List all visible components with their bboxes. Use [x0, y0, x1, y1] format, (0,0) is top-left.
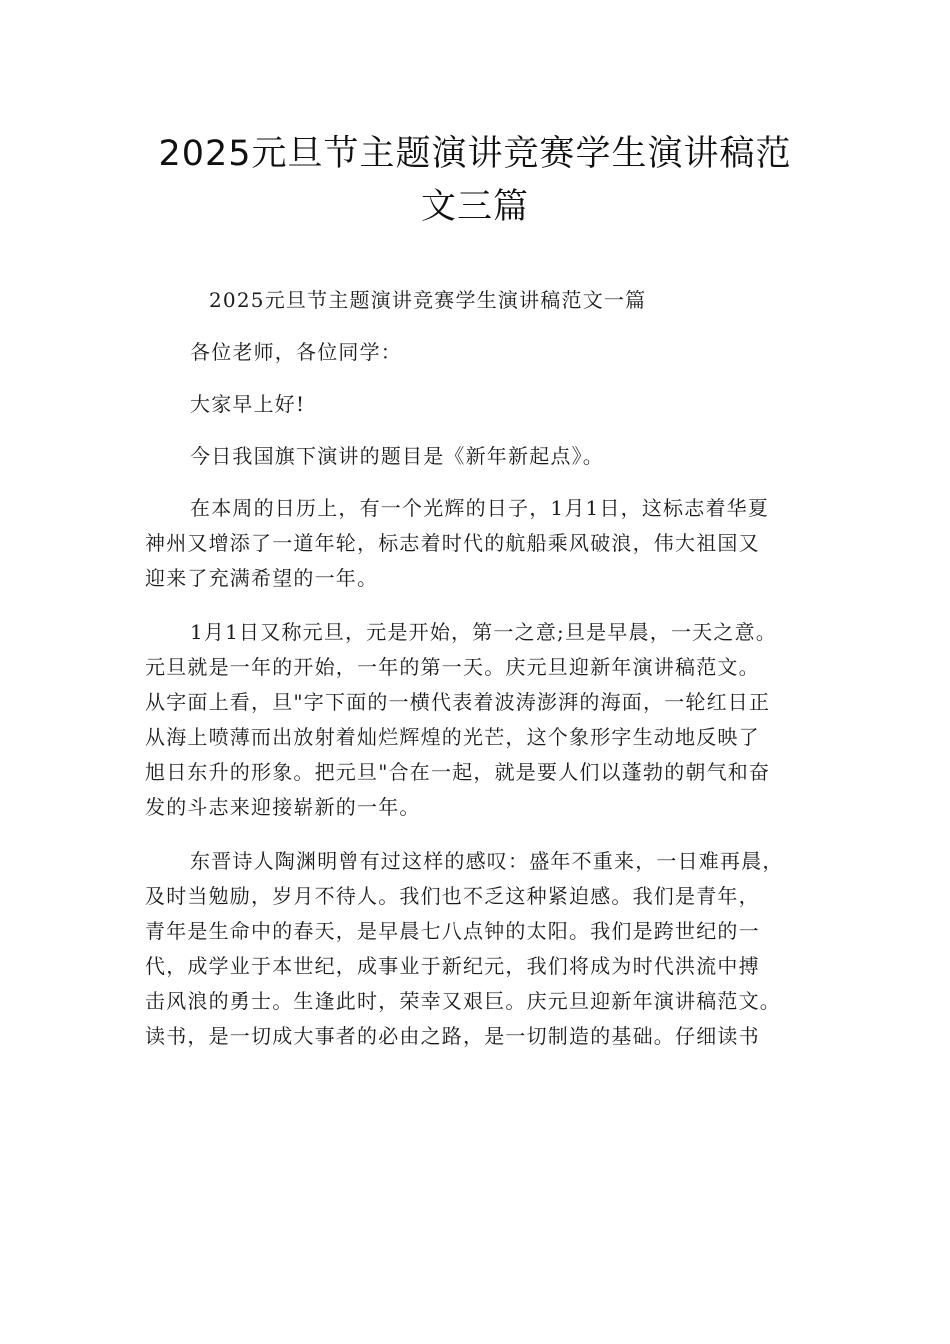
paragraph-line: 东晋诗人陶渊明曾有过这样的感叹：盛年不重来，一日难再晨， — [190, 849, 784, 873]
paragraph-line: 旭日东升的形象。把元旦"合在一起，就是要人们以蓬勃的朝气和奋 — [145, 760, 771, 784]
paragraph-line: 1月1日又称元旦，元是开始，第一之意;旦是早晨，一天之意。 — [190, 620, 777, 644]
paragraph-line: 从字面上看，旦"字下面的一横代表着波涛澎湃的海面，一轮红日正 — [145, 690, 771, 714]
title-line-1: 2025元旦节主题演讲竞赛学生演讲稿范 — [158, 134, 792, 174]
document-body — [145, 283, 815, 1054]
paragraph-line: 元旦就是一年的开始，一年的第一天。庆元旦迎新年演讲稿范文。 — [145, 655, 760, 679]
paragraph-line: 发的斗志来迎接崭新的一年。 — [145, 795, 421, 819]
paragraph-line: 及时当勉励，岁月不待人。我们也不乏这种紧迫感。我们是青年， — [145, 884, 760, 908]
paragraph-line: 代，成学业于本世纪，成事业于新纪元，我们将成为时代洪流中搏 — [145, 954, 760, 978]
paragraph-line: 青年是生命中的春天，是早晨七八点钟的太阳。我们是跨世纪的一 — [145, 919, 760, 943]
paragraph-1 — [145, 491, 815, 596]
paragraph-line: 迎来了充满希望的一年。 — [145, 566, 379, 590]
topic-line: 今日我国旗下演讲的题目是《新年新起点》。 — [190, 444, 604, 468]
paragraph-line: 击风浪的勇士。生逢此时，荣幸又艰巨。庆元旦迎新年演讲稿范文。 — [145, 989, 781, 1013]
morning-line: 大家早上好! — [190, 392, 306, 416]
document-title — [100, 128, 850, 234]
paragraph-2 — [145, 615, 815, 825]
paragraph-line: 读书，是一切成大事者的必由之路，是一切制造的基础。仔细读书 — [145, 1024, 760, 1048]
paragraph-line: 神州又增添了一道年轮，标志着时代的航船乘风破浪，伟大祖国又 — [145, 531, 760, 555]
greeting-line: 各位老师，各位同学： — [190, 340, 402, 364]
paragraph-line: 从海上喷薄而出放射着灿烂辉煌的光芒，这个象形字生动地反映了 — [145, 725, 760, 749]
title-line-2: 文三篇 — [420, 187, 529, 227]
section-subtitle: 2025元旦节主题演讲竞赛学生演讲稿范文一篇 — [209, 288, 647, 312]
paragraph-3 — [145, 844, 815, 1054]
paragraph-line: 在本周的日历上，有一个光辉的日子，1月1日，这标志着华夏 — [190, 496, 770, 520]
